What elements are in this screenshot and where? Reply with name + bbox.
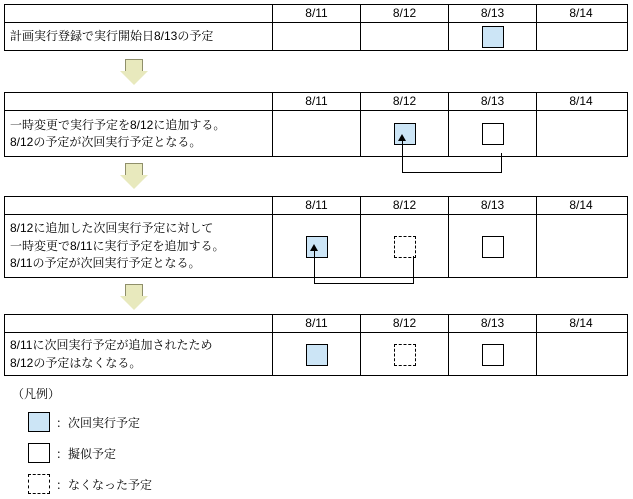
date-header-8-14: 8/14: [569, 6, 593, 20]
header-spacer: [5, 93, 273, 110]
slot-8-13: [449, 111, 537, 157]
slot-8-11: [273, 23, 361, 51]
date-header-8-11: 8/11: [273, 93, 361, 110]
date-header-row: [5, 93, 627, 111]
marker-empty: [394, 26, 416, 48]
marker-removed-schedule: [394, 236, 416, 258]
slot-8-14: [537, 215, 625, 278]
arrow-head: [120, 175, 148, 189]
date-header-8-13: 8/13: [449, 197, 537, 214]
marker-empty: [570, 26, 592, 48]
date-header-8-14: 8/14: [569, 198, 593, 212]
step-block-3: [4, 196, 628, 278]
slot-8-12: [361, 215, 449, 278]
slot-8-12: [361, 23, 449, 51]
slot-8-11: [273, 111, 361, 157]
date-header-8-11: 8/11: [273, 5, 361, 22]
step-block-4: [4, 314, 628, 376]
date-header-8-12: 8/12: [361, 5, 449, 22]
marker-empty: [570, 123, 592, 145]
step-block-1: [4, 4, 628, 51]
date-header-8-13: 8/13: [449, 93, 537, 110]
date-header-8-11: 8/11: [273, 315, 361, 332]
date-header-row: [5, 5, 627, 23]
description-line: 8/12に追加した次回実行予定に対して: [10, 221, 214, 236]
date-header-8-12: 8/12: [361, 315, 449, 332]
marker-next-execution: [482, 26, 504, 48]
legend-item-removed-schedule: [28, 474, 152, 494]
connector-vertical-source: [501, 153, 502, 173]
description-line: 計画実行登録で実行開始日8/13の予定: [10, 29, 214, 44]
date-header-8-14: 8/14: [569, 316, 593, 330]
marker-next-execution: [306, 344, 328, 366]
date-header-8-13: 8/13: [449, 5, 537, 22]
legend-item-pseudo-schedule: [28, 443, 116, 463]
arrow-head: [120, 71, 148, 85]
header-spacer: [5, 5, 273, 22]
step-description: [5, 333, 273, 376]
connector-horizontal: [314, 283, 414, 284]
date-header-row: [5, 197, 627, 215]
marker-empty: [570, 344, 592, 366]
description-line: 8/11に次回実行予定が追加されたため: [10, 338, 213, 353]
marker-pseudo-schedule: [482, 344, 504, 366]
date-header-row: [5, 315, 627, 333]
slot-8-13: [449, 333, 537, 376]
legend-label: ：次回実行予定: [56, 415, 141, 430]
slot-8-14: [537, 23, 625, 51]
connector-arrowhead: [310, 244, 318, 251]
legend-title: （凡例）: [12, 387, 61, 401]
date-header-8-11: 8/11: [273, 197, 361, 214]
legend-swatch-pseudo-schedule: [28, 443, 50, 463]
marker-empty: [570, 236, 592, 258]
connector-vertical-target: [402, 140, 403, 173]
date-header-8-13: 8/13: [449, 315, 537, 332]
slot-8-13: [449, 215, 537, 278]
marker-empty: [306, 123, 328, 145]
date-header-8-12: 8/12: [361, 93, 449, 110]
slot-8-11: [273, 333, 361, 376]
slot-8-14: [537, 111, 625, 157]
slot-8-13: [449, 23, 537, 51]
legend-swatch-removed-schedule: [28, 474, 50, 494]
step-description: [5, 23, 273, 51]
legend-swatch-next-execution: [28, 412, 50, 432]
description-line: 8/12の予定が次回実行予定となる。: [10, 135, 202, 149]
date-header-8-12: 8/12: [361, 197, 449, 214]
marker-pseudo-schedule: [482, 123, 504, 145]
header-spacer: [5, 197, 273, 214]
legend-label: ：なくなった予定: [56, 477, 153, 492]
legend-item-next-execution: [28, 412, 140, 432]
marker-removed-schedule: [394, 344, 416, 366]
step-description: [5, 215, 273, 278]
flow-arrow-3: [120, 284, 148, 310]
description-line: 8/11の予定が次回実行予定となる。: [10, 256, 201, 271]
marker-empty: [306, 26, 328, 48]
flow-arrow-2: [120, 163, 148, 189]
header-spacer: [5, 315, 273, 332]
arrow-head: [120, 296, 148, 310]
connector-arrowhead: [398, 134, 406, 141]
marker-pseudo-schedule: [482, 236, 504, 258]
connector-horizontal: [402, 172, 502, 173]
description-line: 一時変更で8/11に実行予定を追加する。: [10, 238, 225, 253]
step-description: [5, 111, 273, 157]
legend-label: ：擬似予定: [56, 446, 117, 461]
connector-vertical-source: [413, 256, 414, 284]
description-line: 8/12の予定はなくなる。: [10, 355, 142, 370]
connector-vertical-target: [314, 250, 315, 284]
flow-arrow-1: [120, 59, 148, 85]
slot-8-12: [361, 333, 449, 376]
schedule-row: [5, 333, 627, 376]
slot-8-14: [537, 333, 625, 376]
step-block-2: [4, 92, 628, 157]
schedule-row: [5, 23, 627, 51]
schedule-row: [5, 111, 627, 157]
description-line: 一時変更で実行予定を8/12に追加する。: [10, 117, 226, 132]
date-header-8-14: 8/14: [569, 94, 593, 108]
